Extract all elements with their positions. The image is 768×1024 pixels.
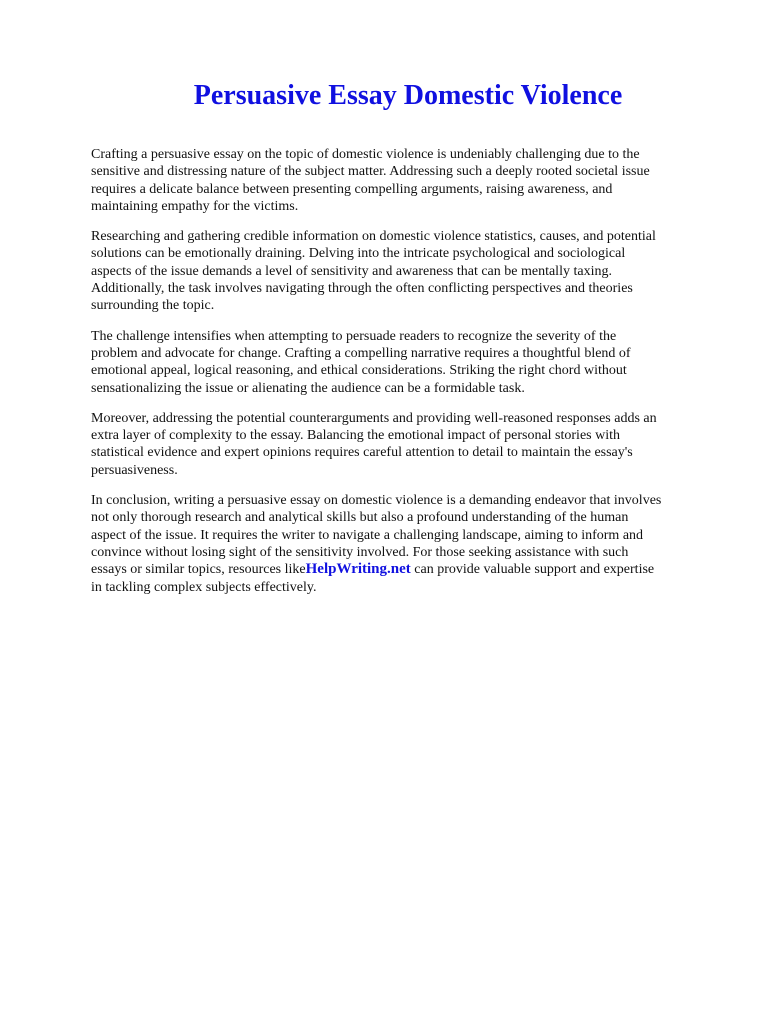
text-line: The challenge intensifies when attempting to persuade readers to recognize the severity of the: [91, 328, 617, 344]
text-line: statistical evidence and expert opinions requires careful attention to detail to maintain the essay's: [91, 445, 633, 461]
page-title: Persuasive Essay Domestic Violence: [193, 80, 623, 111]
text-line: sensitive and distressing nature of the subject matter. Addressing such a deeply rooted societal issue: [91, 164, 650, 180]
text-line: requires a delicate balance between presenting compelling arguments, raising awareness, and: [91, 181, 613, 197]
text-line: Researching and gathering credible information on domestic violence statistics, causes, and potential: [91, 229, 656, 245]
text-line: in tackling complex subjects effectively.: [91, 579, 317, 595]
text-line: Moreover, addressing the potential counterarguments and providing well-reasoned responses adds an: [91, 410, 657, 426]
essay-body: [91, 146, 727, 609]
text-line: problem and advocate for change. Crafting a compelling narrative requires a thoughtful blend of: [91, 345, 631, 361]
text-line: emotional appeal, logical reasoning, and ethical considerations. Striking the right chord without: [91, 363, 627, 379]
link-prefix-text: essays or similar topics, resources like: [91, 562, 306, 578]
text-line: persuasiveness.: [91, 462, 178, 478]
paragraph-1: [91, 146, 727, 215]
text-line: solutions can be emotionally draining. Delving into the intricate psychological and sociological: [91, 246, 626, 262]
link-suffix-text: can provide valuable support and expertise: [410, 562, 655, 578]
text-line: extra layer of complexity to the essay. Balancing the emotional impact of personal stories with: [91, 428, 620, 444]
text-line: aspect of the issue. It requires the writer to navigate a challenging landscape, aiming to inform and: [91, 527, 644, 543]
text-line-with-link: [91, 561, 727, 578]
text-line: convince without losing sight of the sensitivity involved. For those seeking assistance with such: [91, 544, 629, 560]
paragraph-3: [91, 328, 727, 397]
text-line: surrounding the topic.: [91, 298, 215, 314]
text-line: Additionally, the task involves navigating through the often conflicting perspectives and theories: [91, 281, 633, 297]
paragraph-5: [91, 492, 727, 596]
paragraph-2: [91, 228, 727, 314]
text-line: aspects of the issue demands a level of sensitivity and awareness that can be mentally taxing.: [91, 263, 612, 279]
text-line: maintaining empathy for the victims.: [91, 198, 299, 214]
paragraph-4: [91, 410, 727, 479]
text-line: sensationalizing the issue or alienating the audience can be a formidable task.: [91, 380, 525, 396]
text-line: not only thorough research and analytical skills but also a profound understanding of the human: [91, 510, 629, 526]
text-line: Crafting a persuasive essay on the topic of domestic violence is undeniably challenging due to the: [91, 147, 640, 162]
text-line: In conclusion, writing a persuasive essay on domestic violence is a demanding endeavor that involves: [91, 493, 662, 509]
helpwriting-link[interactable]: HelpWriting.net: [305, 561, 411, 578]
